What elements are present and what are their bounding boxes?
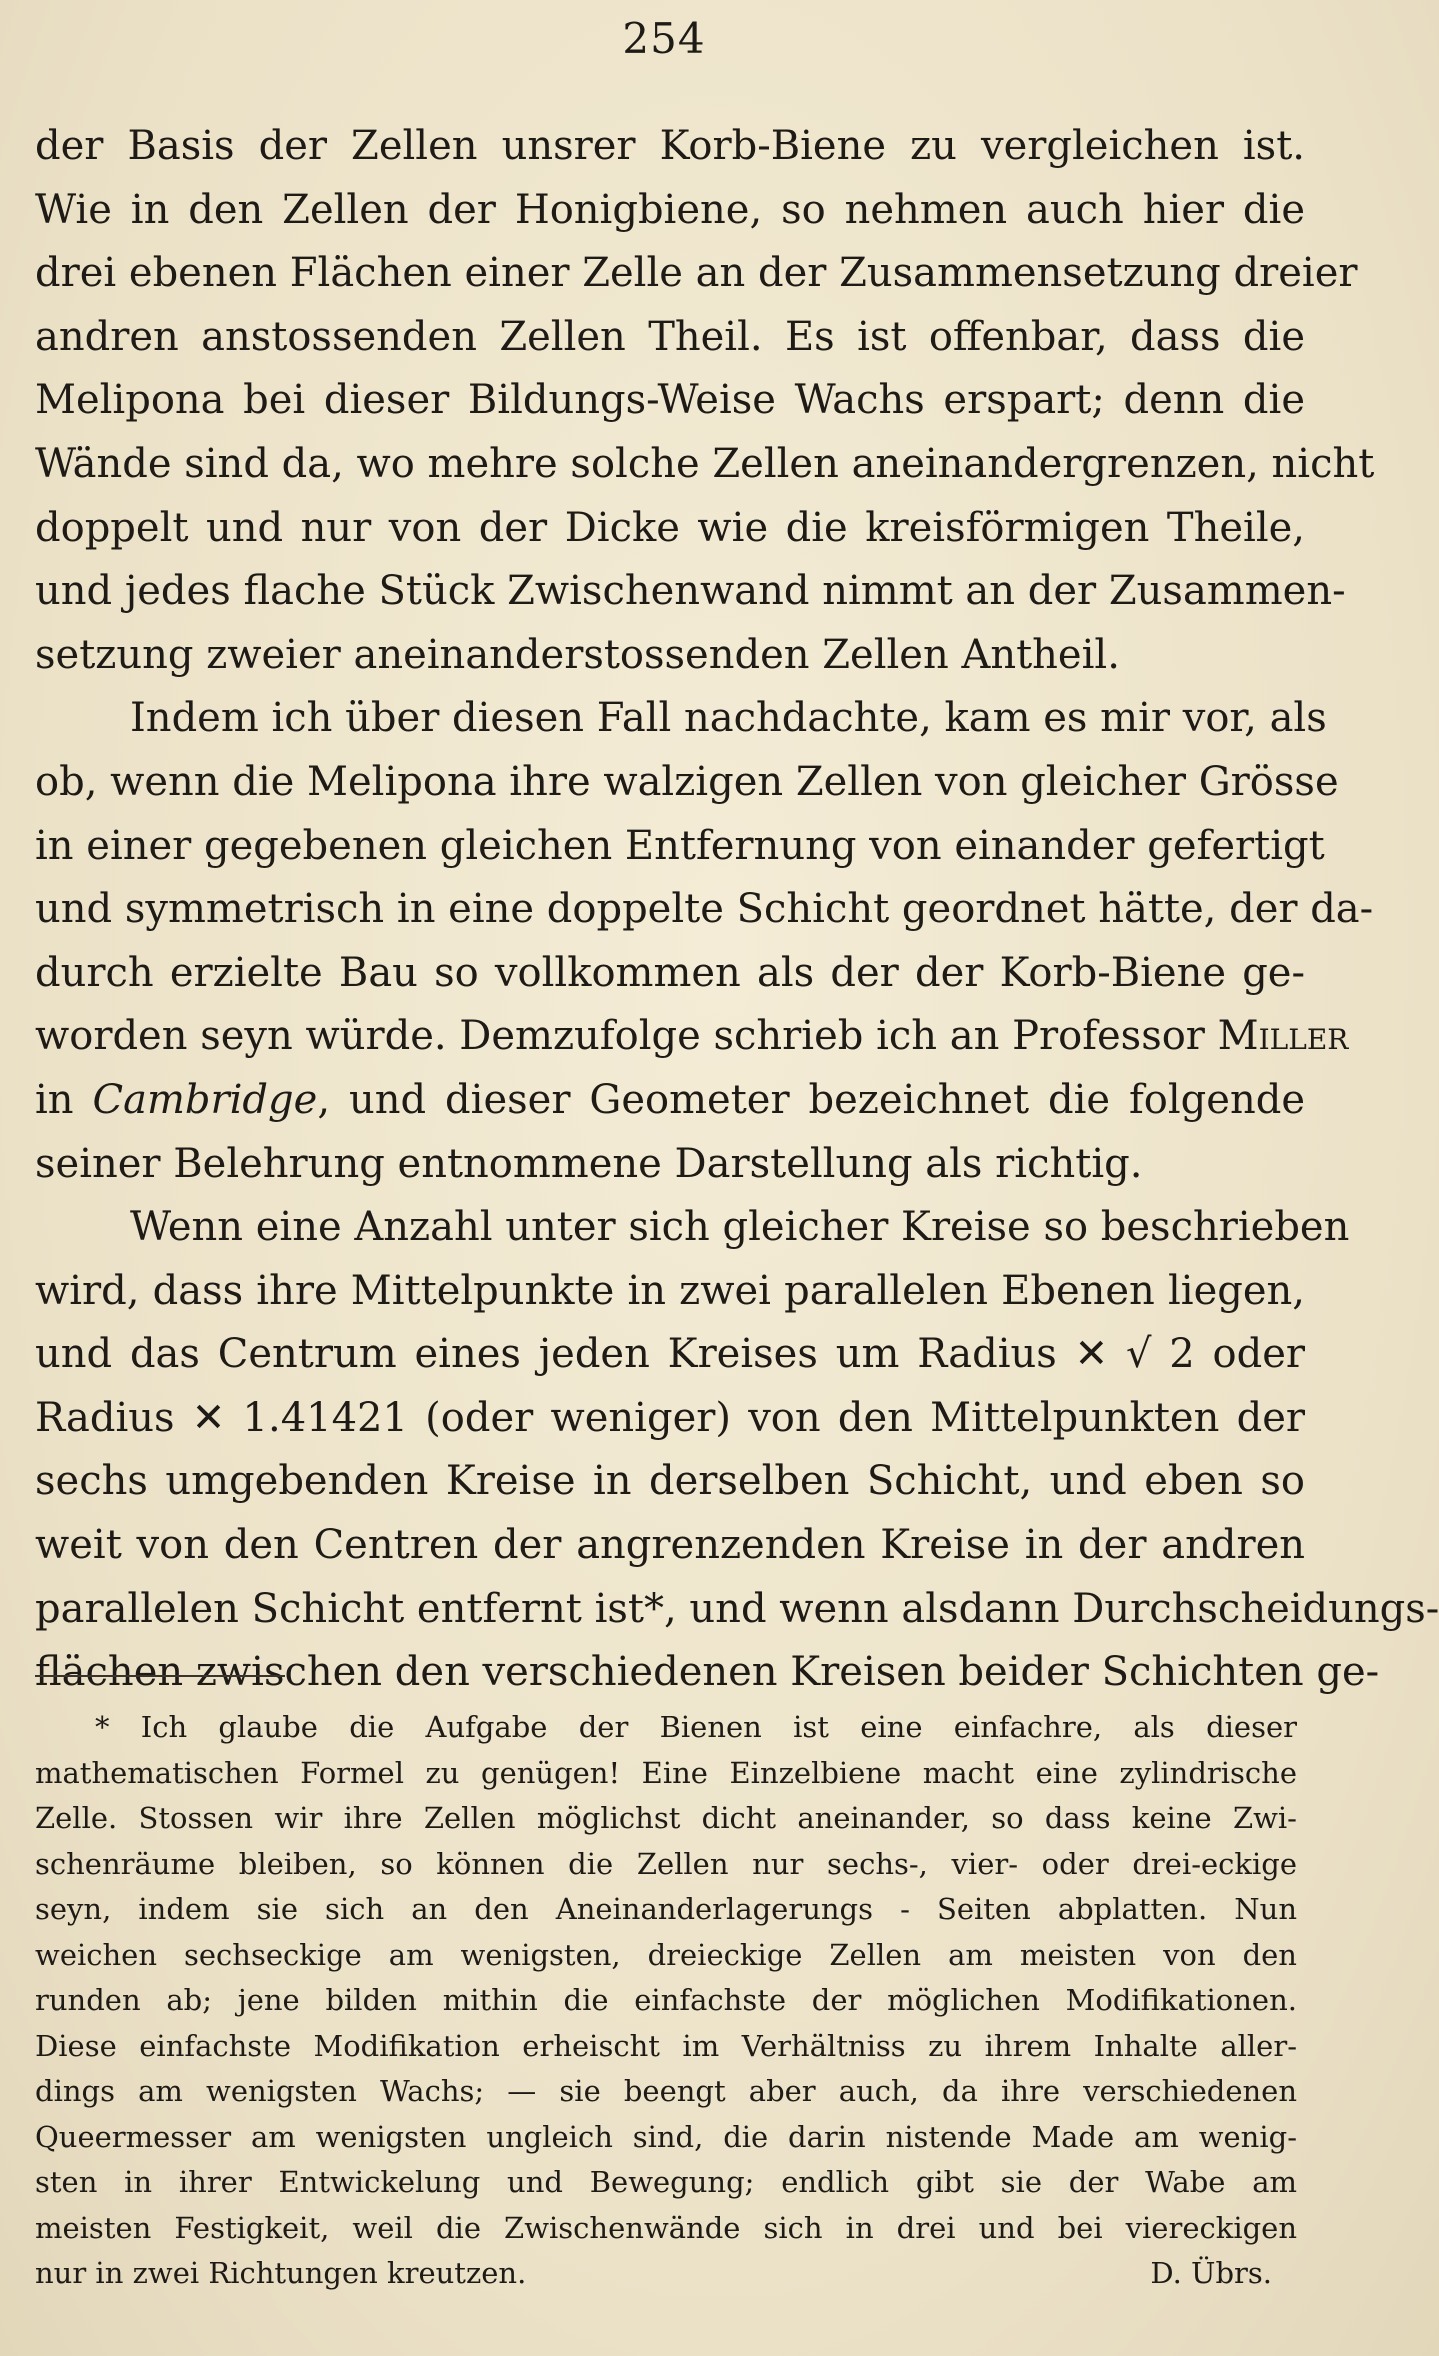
footnote-line: sten in ihrer Entwickelung und Bewegung; endlich gibt sie der Wabe am bbox=[35, 2165, 1297, 2199]
text-line: Indem ich über diesen Fall nachdachte, kam es mir vor, als bbox=[130, 695, 1327, 742]
footnote-line: seyn, indem sie sich an den Aneinanderlagerungs - Seiten abplatten. Nun bbox=[35, 1892, 1297, 1926]
text-line: der Basis der Zellen unsrer Korb-Biene zu vergleichen ist. bbox=[35, 123, 1305, 169]
text-line: sechs umgebenden Kreise in derselben Schicht, und eben so bbox=[35, 1458, 1305, 1505]
text-line: Wände sind da, wo mehre solche Zellen aneinandergrenzen, nicht bbox=[35, 440, 1375, 487]
text-line: und symmetrisch in eine doppelte Schicht geordnet hätte, der da- bbox=[35, 886, 1374, 933]
page-number: 254 bbox=[622, 14, 706, 63]
text-line: doppelt und nur von der Dicke wie die kreisförmigen Theile, bbox=[35, 504, 1305, 551]
footnote-line: Zelle. Stossen wir ihre Zellen möglichst dicht aneinander, so dass keine Zwi- bbox=[35, 1801, 1297, 1835]
text-line bbox=[35, 1069, 1305, 1133]
footnote-line: * Ich glaube die Aufgabe der Bienen ist eine einfachre, als dieser bbox=[95, 1710, 1297, 1744]
text-line: Wenn eine Anzahl unter sich gleicher Kreise so beschrieben bbox=[130, 1204, 1350, 1251]
text-line: und jedes flache Stück Zwischenwand nimmt an der Zusammen- bbox=[35, 568, 1346, 615]
footnote-line: mathematischen Formel zu genügen! Eine Einzelbiene macht eine zylindrische bbox=[35, 1755, 1297, 1790]
text-line: ob, wenn die Melipona ihre walzigen Zellen von gleicher Grösse bbox=[35, 758, 1339, 805]
text-line: Radius ✕ 1.41421 (oder weniger) von den Mittelpunkten der bbox=[35, 1394, 1305, 1441]
footnote-line: schenräume bleiben, so können die Zellen nur sechs-, vier- oder drei-eckige bbox=[35, 1846, 1297, 1881]
footnote-last-text: nur in zwei Richtungen kreutzen. bbox=[35, 2256, 527, 2290]
author-name: Miller bbox=[1217, 1013, 1349, 1060]
text-line: seiner Belehrung entnommene Darstellung als richtig. bbox=[35, 1140, 1143, 1187]
footnote-line bbox=[35, 2251, 1297, 2297]
text-line bbox=[35, 1005, 1349, 1069]
footnote-line: runden ab; jene bilden mithin die einfachste der möglichen Modifikationen. bbox=[35, 1983, 1297, 2017]
footnote bbox=[35, 1705, 1297, 2297]
body-text bbox=[35, 115, 1439, 1705]
text-line: wird, dass ihre Mittelpunkte in zwei parallelen Ebenen liegen, bbox=[35, 1267, 1305, 1314]
text-line: andren anstossenden Zellen Theil. Es ist offenbar, dass die bbox=[35, 313, 1305, 360]
footnote-line: dings am wenigsten Wachs; — sie beengt aber auch, da ihre verschiedenen bbox=[35, 2074, 1297, 2108]
text-line: flächen zwischen den verschiedenen Kreisen beider Schichten ge- bbox=[35, 1649, 1380, 1696]
text-span: worden seyn würde. Demzufolge schrieb ich an Professor bbox=[35, 1013, 1218, 1060]
text-line: und das Centrum eines jeden Kreises um Radius ✕ √ 2 oder bbox=[35, 1331, 1305, 1378]
text-span: , und dieser Geometer bezeichnet die folgende bbox=[317, 1076, 1305, 1123]
text-line: durch erzielte Bau so vollkommen als der der Korb-Biene ge- bbox=[35, 949, 1305, 996]
text-line: in einer gegebenen gleichen Entfernung von einander gefertigt bbox=[35, 822, 1325, 869]
footnote-line: weichen sechseckige am wenigsten, dreieckige Zellen am meisten von den bbox=[35, 1937, 1297, 1972]
text-line: Melipona bei dieser Bildungs-Weise Wachs erspart; denn die bbox=[35, 377, 1305, 424]
text-line: Wie in den Zellen der Honigbiene, so nehmen auch hier die bbox=[35, 186, 1305, 233]
text-line: drei ebenen Flächen einer Zelle an der Zusammensetzung dreier bbox=[35, 250, 1358, 297]
text-line: weit von den Centren der angrenzenden Kreise in der andren bbox=[35, 1522, 1305, 1569]
translator-signature: D. Übrs. bbox=[1150, 2256, 1272, 2290]
text-span: in bbox=[35, 1076, 93, 1123]
footnote-line: Queermesser am wenigsten ungleich sind, die darin nistende Made am wenig- bbox=[35, 2119, 1297, 2154]
footnote-line: meisten Festigkeit, weil die Zwischenwände sich in drei und bei viereckigen bbox=[35, 2210, 1297, 2245]
place-name: Cambridge bbox=[92, 1076, 318, 1123]
footnote-line: Diese einfachste Modifikation erheischt im Verhältniss zu ihrem Inhalte aller- bbox=[35, 2028, 1297, 2063]
text-line: setzung zweier aneinanderstossenden Zellen Antheil. bbox=[35, 631, 1120, 678]
text-line: parallelen Schicht entfernt ist*, und wenn alsdann Durchscheidungs- bbox=[35, 1585, 1439, 1632]
footnote-rule bbox=[35, 1675, 285, 1677]
